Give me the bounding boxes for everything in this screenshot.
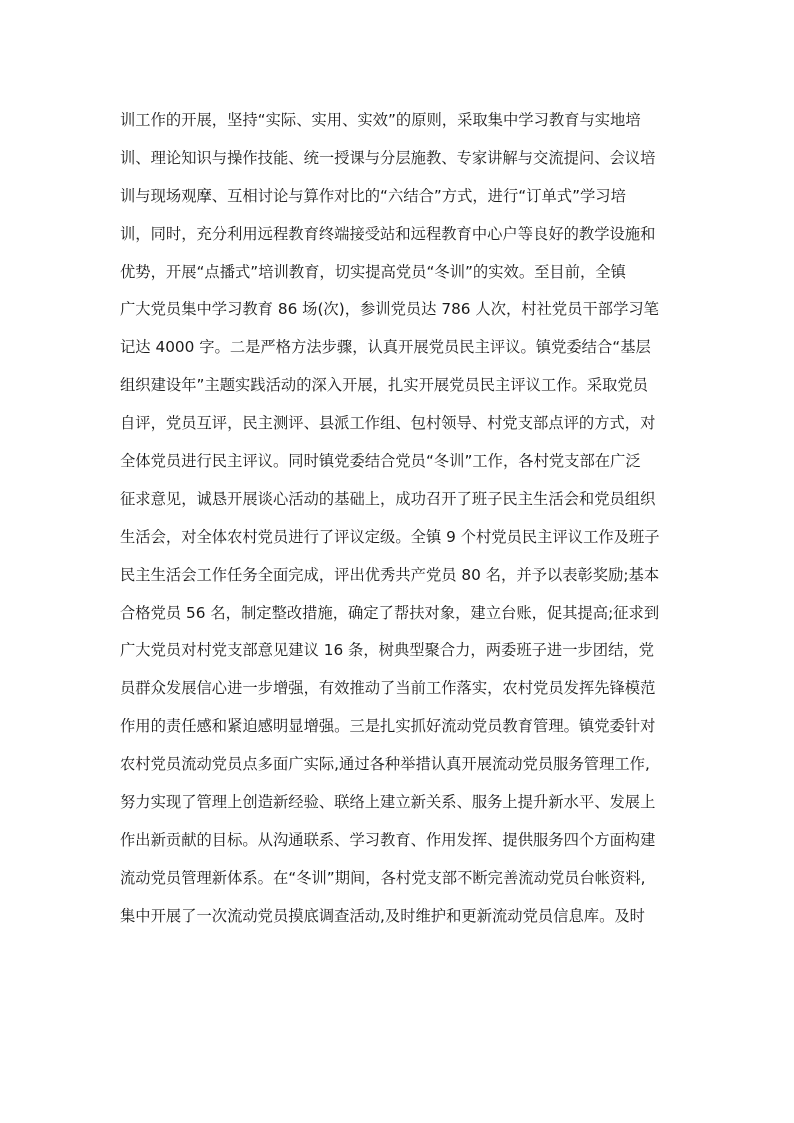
text-line-5: 优势，开展“点播式”培训教育，切实提高党员“冬训”的实效。至目前，全镇 [120, 262, 626, 281]
text-line-7: 记达 4000 字。二是严格方法步骤，认真开展党员民主评议。镇党委结合“基层 [120, 338, 651, 357]
text-line-4: 训，同时，充分利用远程教育终端接受站和远程教育中心户等良好的教学设施和 [120, 224, 656, 243]
text-line-13: 民主生活会工作任务全面完成，评出优秀共产党员 80 名，并予以表彰奖励;基本 [120, 565, 660, 584]
text-line-12: 生活会，对全体农村党员进行了评议定级。全镇 9 个村党员民主评议工作及班子 [120, 527, 660, 546]
body-paragraph [120, 102, 680, 936]
text-line-11: 征求意见，诚恳开展谈心活动的基础上，成功召开了班子民主生活会和党员组织 [120, 489, 656, 508]
text-line-8: 组织建设年”主题实践活动的深入开展，扎实开展党员民主评议工作。采取党员 [120, 376, 649, 395]
text-line-9: 自评，党员互评，民主测评、县派工作组、包村领导、村党支部点评的方式，对 [120, 414, 656, 433]
text-line-10: 全体党员进行民主评议。同时镇党委结合党员“冬训”工作，各村党支部在广泛 [120, 452, 641, 471]
text-line-17: 作用的责任感和紧迫感明显增强。三是扎实抓好流动党员教育管理。镇党委针对 [120, 717, 656, 736]
text-line-6: 广大党员集中学习教育 86 场(次)，参训党员达 786 人次，村社党员干部学习笔 [120, 300, 659, 319]
text-line-19: 努力实现了管理上创造新经验、联络上建立新关系、服务上提升新水平、发展上 [120, 793, 656, 812]
text-line-3: 训与现场观摩、互相讨论与算作对比的“六结合”方式，进行“订单式”学习培 [120, 186, 626, 205]
text-line-18: 农村党员流动党员点多面广实际,通过各种举措认真开展流动党员服务管理工作, [120, 755, 650, 774]
text-line-14: 合格党员 56 名，制定整改措施，确定了帮扶对象，建立台账，促其提高;征求到 [120, 603, 660, 622]
text-line-20: 作出新贡献的目标。从沟通联系、学习教育、作用发挥、提供服务四个方面构建 [120, 830, 656, 849]
text-line-15: 广大党员对村党支部意见建议 16 条，树典型聚合力，两委班子进一步团结，党 [120, 641, 654, 660]
text-line-1: 训工作的开展，坚持“实际、实用、实效”的原则，采取集中学习教育与实地培 [120, 111, 641, 129]
text-line-2: 训、理论知识与操作技能、统一授课与分层施教、专家讲解与交流提问、会议培 [120, 148, 656, 167]
text-line-22: 集中开展了一次流动党员摸底调查活动,及时维护和更新流动党员信息库。及时 [120, 906, 645, 925]
text-line-16: 员群众发展信心进一步增强，有效推动了当前工作落实，农村党员发挥先锋模范 [120, 679, 656, 698]
text-line-21: 流动党员管理新体系。在“冬训”期间，各村党支部不断完善流动党员台帐资料, [120, 868, 646, 887]
